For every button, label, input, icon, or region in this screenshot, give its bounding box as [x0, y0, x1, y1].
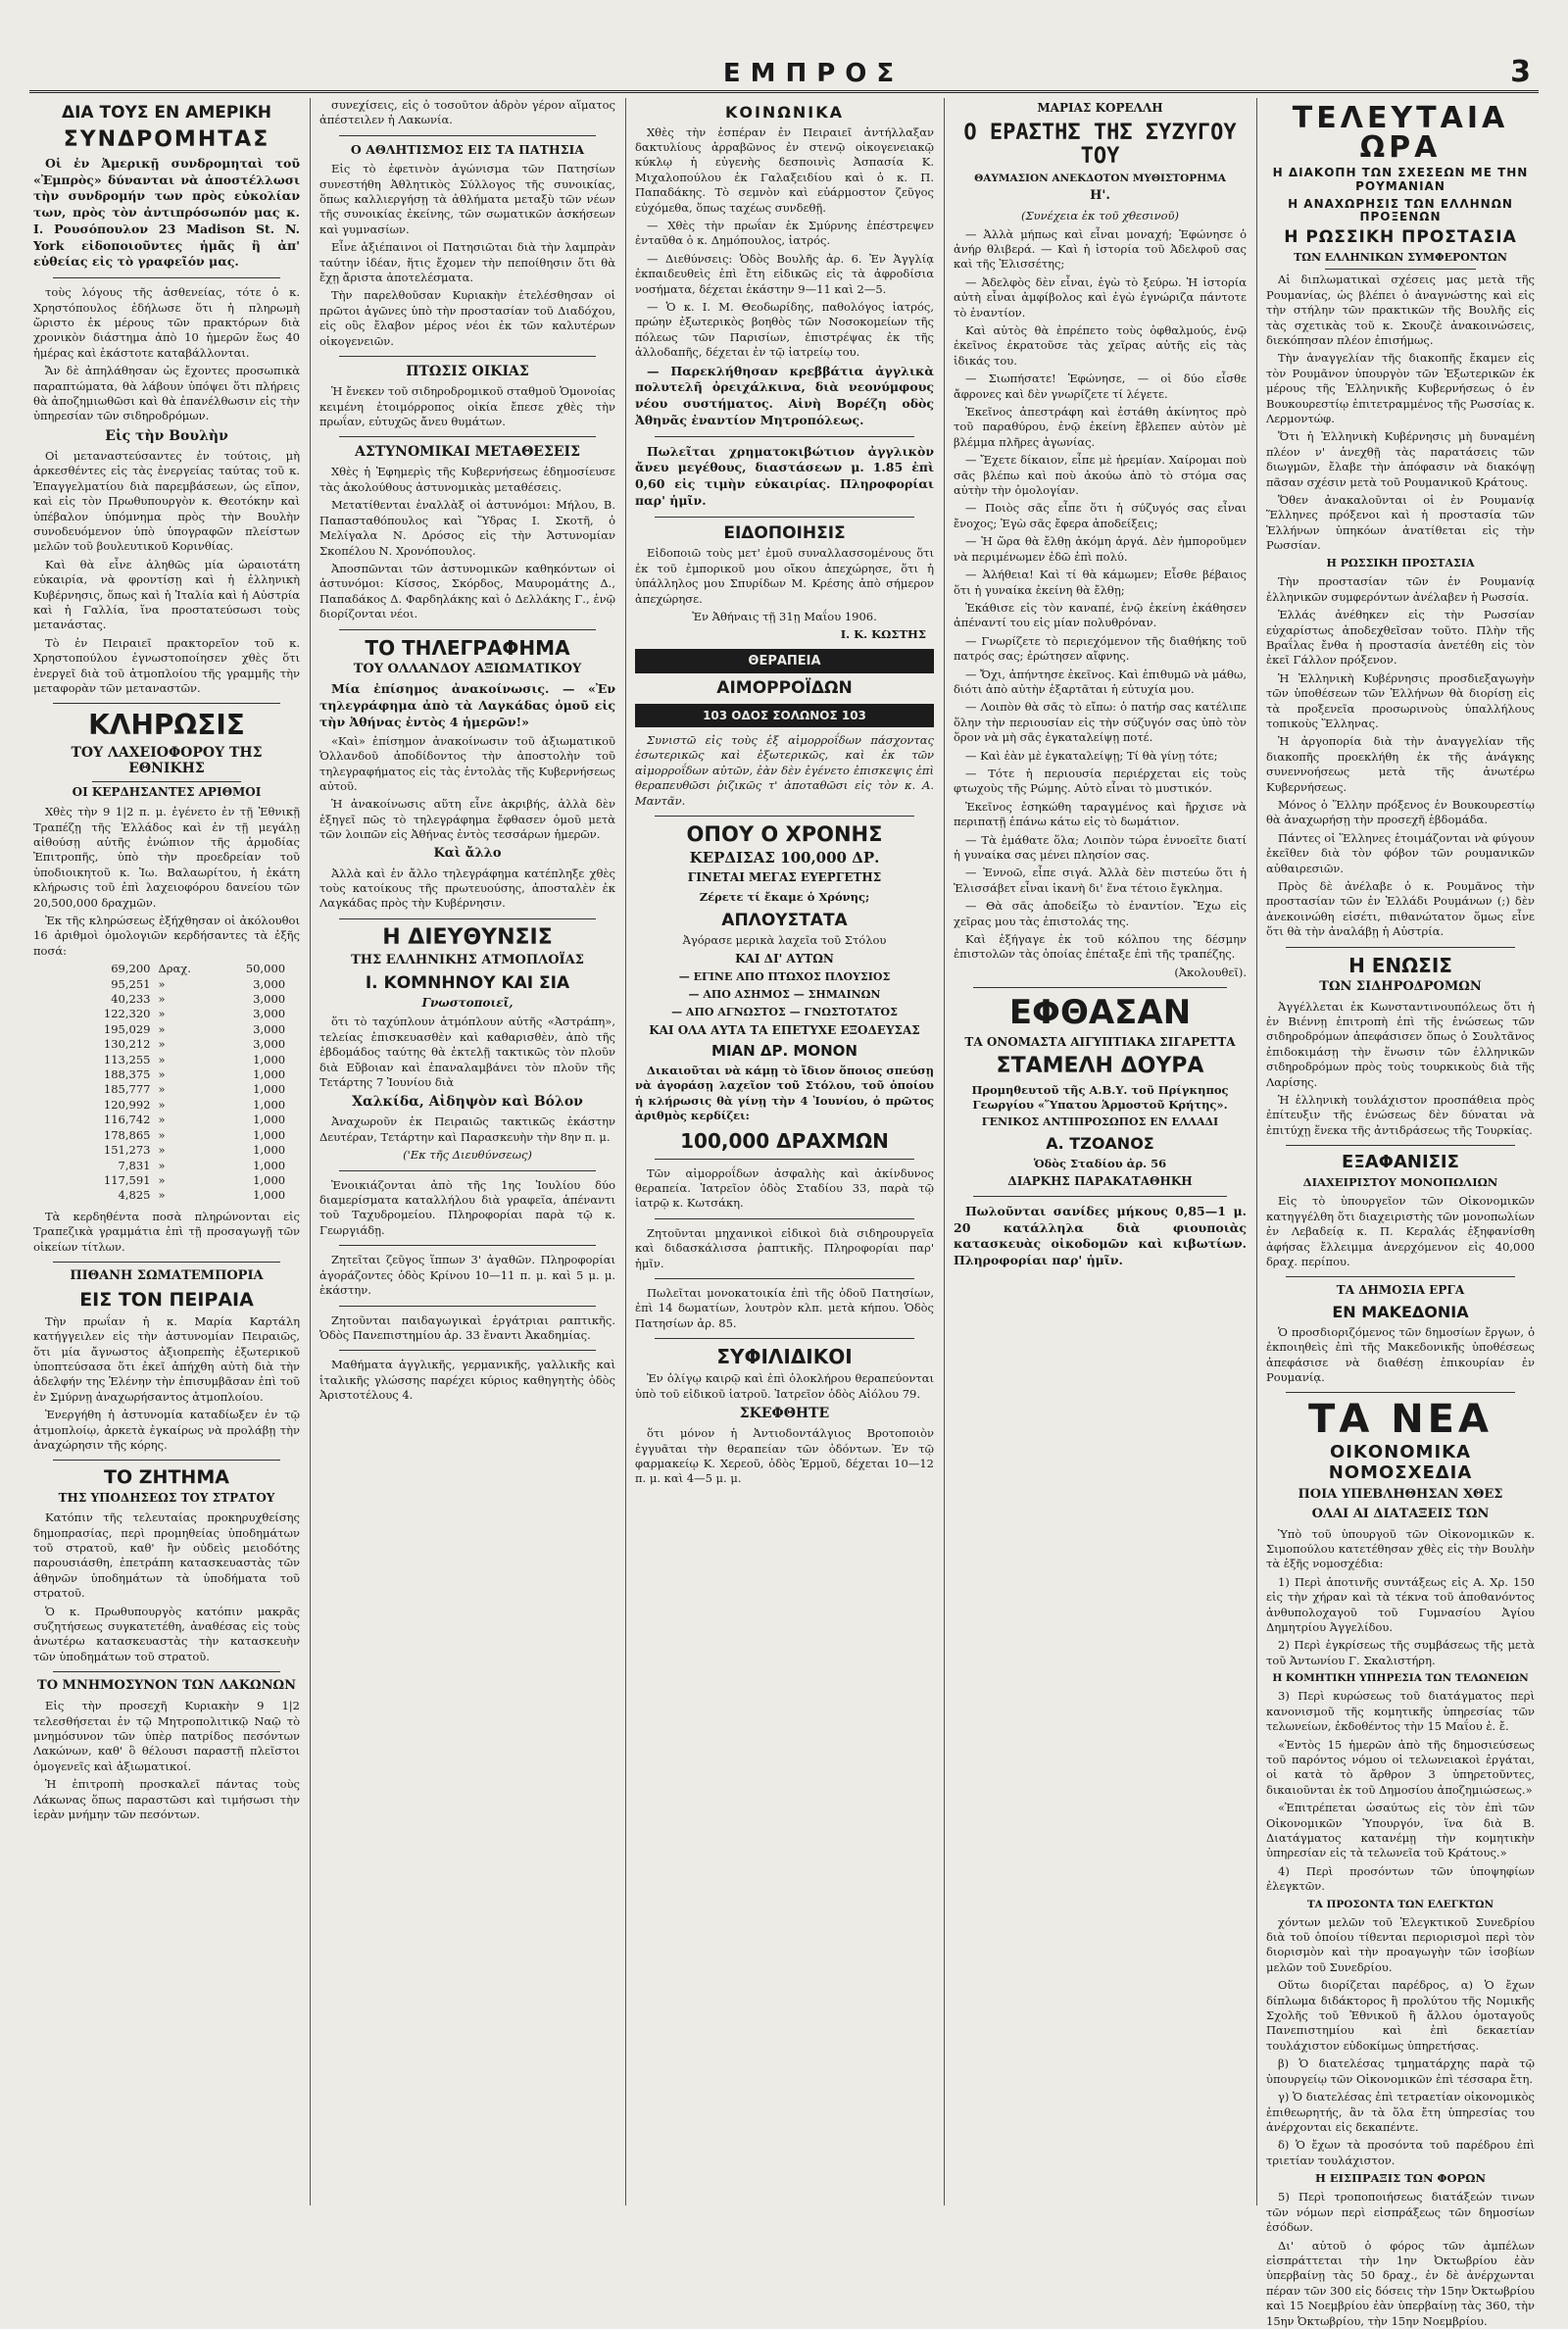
column-4: [954, 98, 1247, 2205]
prize-amount: 50,000: [245, 962, 286, 976]
article-paragraph: Ἀποσπῶνται τῶν ἀστυνομικῶν καθηκόντων οἱ ἀστυνόμοι: Κίσσος, Σκόρδος, Μαυρομάτης Δ., Παπαδάκος Δ. Φαρδηλάκης καὶ ὁ Δελλάκης Γ., ἐνῷ διορίζονται νέοι.: [319, 561, 615, 621]
separator: [973, 1196, 1227, 1197]
article-lead: Μία ἐπίσημος ἀνακοίνωσις. — «Ἐν τηλεγράφημα ἀπὸ τὰ Λαγκάδας ὁμοῦ εἰς τὴν Ἀθήνας ἐντὸς 4 ἡμερῶν!»: [319, 681, 615, 729]
table-row: 113,255 » 1,000: [44, 1053, 289, 1067]
separator: [655, 436, 914, 437]
serial-paragraph: — Καὶ ἐὰν μὲ ἐγκαταλείψῃ; Τί θὰ γίνῃ τότε;: [965, 748, 1218, 763]
ad-paragraph: Ζέρετε τί ἔκαμε ὁ Χρόνης;: [699, 890, 870, 905]
table-row: 7,831 » 1,000: [44, 1159, 289, 1173]
article-paragraph: Χθὲς τὴν ἑσπέραν ἐν Πειραιεῖ ἀντήλλαξαν δακτυλίους ἀρραβῶνος ἐν στενῷ οἰκογενειακῷ κύκλῳ ἡ εὐγενὴς δεσποινὶς Ἀσπασία Κ. Μιχαλοπούλου ἐκ Γαλαξειδίου καὶ ὁ κ. Π. Παπαδάκης. Τὸ σεμνὸν καὶ εὐάρμοστον ζεῦγος εὐχόμεθα, ὅπως ταχέως συνδεθῇ.: [635, 124, 934, 215]
article-paragraph: Ὅθεν ἀνακαλοῦνται οἱ ἐν Ρουμανίᾳ Ἕλληνες πρόξενοι καὶ ἡ προστασία τῶν Ἑλλήνων ὑπηκόων ἀνατίθεται εἰς τὴν Ρωσσίαν.: [1266, 493, 1535, 553]
table-row: 122,320 » 3,000: [44, 1007, 289, 1021]
serial-chapter: Η'.: [1090, 188, 1110, 204]
article-paragraph: τοὺς λόγους τῆς ἀσθενείας, τότε ὁ κ. Χρηστόπουλος ἐδήλωσε ὅτι ἡ πληρωμὴ ὥριστο ἐκ μέρους τῶν πρακτόρων διὰ χρονικὸν διάστημα ἀπὸ 10 ἡμερῶν ἕως 40 ἡμέρας καὶ ἑκάστοτε καταβάλλονται.: [33, 285, 300, 360]
ticket-number: 178,865: [103, 1127, 151, 1142]
article-paragraph: Κατόπιν τῆς τελευταίας προκηρυχθείσης δημοπρασίας, περὶ προμηθείας ὑποδημάτων τοῦ στρατοῦ, καθ' ἣν οὐδεὶς μειοδότης παρουσιάσθη, ἐπετράπη κατασκευαστὰς τῶν ἀθηνῶν ὑποδημάτων τὰ ὑποδήματα τοῦ στρατοῦ.: [33, 1511, 300, 1601]
article-paragraph: Τὴν ἀναγγελίαν τῆς διακοπῆς ἔκαμεν εἰς τὸν Ρουμᾶνον ὑπουργὸν τῶν Ἐξωτερικῶν ἐκ μέρους τῆς Ἑλληνικῆς Κυβερνήσεως ὁ ἐν Βουκουρεστίῳ ἐπιτετραμμένος τῆς Ρωσσίας κ. Λερμοντώφ.: [1266, 351, 1535, 426]
prize-amount: 1,000: [253, 1052, 286, 1066]
source-note: ('Εκ τῆς Διευθύνσεως): [403, 1148, 532, 1163]
article-paragraph: 2) Περὶ ἐγκρίσεως τῆς συμβάσεως τῆς μετὰ τοῦ Ἀντωνίου Γ. Σκαλιστήρη.: [1266, 1638, 1535, 1667]
section-title: Η ΕΙΣΠΡΑΞΙΣ ΤΩΝ ΦΟΡΩΝ: [1315, 2171, 1486, 2186]
article-paragraph: Εἶνε ἀξιέπαινοι οἱ Πατησιῶται διὰ τὴν λαμπρὰν ταύτην ἰδέαν, ἥτις ἔχομεν τὴν πεποίθησιν ὅτι θὰ ἔχῃ ἄριστα ἀποτελέσματα.: [319, 240, 615, 285]
article-paragraph: «Ἐπιτρέπεται ὡσαύτως εἰς τὸν ἐπὶ τῶν Οἰκονομικῶν Ὑπουργόν, ἵνα διὰ Β. Διατάγματος κατανέμῃ τὴν κομητικὴν ὑπηρεσίαν εἰς τὰ τελωνεῖα τοῦ Κράτους.»: [1266, 1801, 1535, 1860]
ad-paragraph: Δικαιοῦται νὰ κάμῃ τὸ ἴδιον ὅποιος σπεύσῃ νὰ ἀγοράσῃ λαχεῖον τοῦ Στόλου, τοῦ ὁποίου ἡ κλήρωσις θὰ γίνῃ τὴν 4 Ἰουνίου, ὁ πρῶτος ἀριθμὸς κερδίζει:: [635, 1063, 934, 1123]
ad-subtitle: ΚΑΙ ΔΙ' ΑΥΤΩΝ: [735, 951, 834, 966]
ad-title: ΕΦΘΑΣΑΝ: [1008, 993, 1192, 1033]
article-paragraph: Μόνος ὁ Ἕλλην πρόξενος ἐν Βουκουρεστίῳ θὰ ἀναχωρήσῃ τὴν προσεχῆ ἑβδομάδα.: [1266, 798, 1535, 827]
article-paragraph: «Ἐντὸς 15 ἡμερῶν ἀπὸ τῆς δημοσιεύσεως τοῦ παρόντος νόμου οἱ τελωνειακοὶ ἐργάται, οἱ κατὰ τὸ ἄρθρον 3 ὑπηρετοῦντες, δικαιοῦνται ἐκ τοῦ Δημοσίου ἀποζημιώσεως.»: [1266, 1737, 1535, 1797]
section-title: Εἰς τὴν Βουλὴν: [105, 427, 228, 444]
article-paragraph: Ἡ ἔνεκεν τοῦ σιδηροδρομικοῦ σταθμοῦ Ὁμονοίας κειμένη ἑτοιμόρροπος οἰκία ἔπεσε χθὲς τὴν πρωΐαν, εὐτυχῶς ἄνευ θυμάτων.: [319, 384, 615, 428]
page-number: 3: [1510, 55, 1531, 89]
serial-paragraph: — Ἀδελφὸς δὲν εἶναι, ἐγὼ τὸ ξεύρω. Ἡ ἱστορία αὐτὴ εἶναι ἀμφίβολος καὶ ἐγὼ ἐγνώριζα πάντοτε τὸ ἐναντίον.: [954, 274, 1247, 320]
ad-list-item: — ΑΠΟ ΑΣΗΜΟΣ — ΣΗΜΑΙΝΩΝ: [688, 988, 881, 1002]
article-paragraph: Τὸ ἐν Πειραιεῖ πρακτορεῖον τοῦ κ. Χρηστοπούλου ἐγνωστοποίησεν χθὲς ὅτι ἐνεργεῖ διὰ τοῦ ἀτμοπλοίου τῆς γραμμῆς τὴν μεταφορὰν τῶν μεταναστῶν.: [33, 635, 300, 695]
prize-amount: 1,000: [253, 1172, 286, 1187]
ad-banner: ΘΕΡΑΠΕΙΑ: [635, 649, 934, 673]
section-subtitle: ΤΑ ΠΡΟΣΟΝΤΑ ΤΩΝ ΕΛΕΓΚΤΩΝ: [1306, 1898, 1494, 1910]
column-rule: [1256, 98, 1257, 2205]
separator: [339, 629, 596, 630]
article-paragraph: — Χθὲς τὴν πρωΐαν ἐκ Σμύρνης ἐπέστρεψεν ἐνταῦθα ὁ κ. Δημόπουλος, ἰατρός.: [635, 219, 934, 248]
ad-title: ΑΙΜΟΡΡΟΪΔΩΝ: [716, 678, 853, 699]
section-subtitle: Ι. ΚΟΜΝΗΝΟΥ ΚΑΙ ΣΙΑ: [365, 972, 570, 993]
ad-paragraph: Ἀγόρασε μερικὰ λαχεῖα τοῦ Στόλου: [682, 933, 887, 948]
lottery-results-table: [44, 962, 289, 1204]
table-row: 95,251 » 3,000: [44, 977, 289, 992]
prize-amount: 3,000: [253, 1037, 286, 1052]
separator: [973, 987, 1227, 988]
table-row: 4,825 » 1,000: [44, 1188, 289, 1203]
separator: [53, 1671, 280, 1672]
ticket-number: 151,273: [103, 1143, 151, 1158]
serial-paragraph: — Σιωπήσατε! Ἐφώνησε, — οἱ δύο εἶσθε ἄφρονες καὶ δὲν γνωρίζετε τί λέγετε.: [954, 372, 1247, 401]
article-paragraph: Καὶ θὰ εἶνε ἀληθῶς μία ὡραιοτάτη εὐκαιρία, νὰ φροντίσῃ καὶ ἡ ἐλληνικὴ Κυβέρνησις, ὅπως καὶ ἡ Ἰταλία καὶ ἡ Αὐστρία καὶ ἡ Γαλλία, ἵνα προστατεύσωσι τοὺς μετανάστας.: [33, 557, 300, 632]
notice-date: Ἐν Ἀθήναις τῇ 31ῃ Μαΐου 1906.: [692, 610, 877, 623]
serial-paragraph: — Ἐννοῶ, εἶπε σιγά. Ἀλλὰ δὲν πιστεύω ὅτι ἡ Ἑλισσάβετ εἶναι ἱκανὴ δι' ἕνα τέτοιο ἔγκλημα.: [954, 866, 1247, 895]
ticket-number: 69,200: [111, 962, 151, 976]
ad-subtitle: ΚΑΙ ΟΛΑ ΑΥΤΑ ΤΑ ΕΠΕΤΥΧΕ ΕΞΟΔΕΥΣΑΣ: [649, 1022, 920, 1037]
article-paragraph: Ἡ ἐπιτροπὴ προσκαλεῖ πάντας τοὺς Λάκωνας ὅπως παραστῶσι καὶ τιμήσωσι τὴν ἱερὰν μνήμην τῶν πεσόντων.: [33, 1777, 300, 1821]
column-5: [1266, 98, 1535, 2328]
article-paragraph: Ἐνεργήθη ἡ ἀστυνομία καταδίωξεν ἐν τῷ ἀτμοπλοίῳ, ἀρκετὰ ἐγκαίρως νὰ προλάβῃ τὴν ἀναχώρησιν τῆς κόρης.: [33, 1408, 300, 1453]
ad-list-item: — ΕΓΙΝΕ ΑΠΟ ΠΤΩΧΟΣ ΠΛΟΥΣΙΟΣ: [678, 970, 891, 984]
underline: [1325, 269, 1476, 270]
section-subtitle: ΠΟΙΑ ΥΠΕΒΛΗΘΗΣΑΝ ΧΘΕΣ: [1298, 1486, 1503, 1502]
serial-paragraph: — Θὰ σᾶς ἀποδείξω τὸ ἐναντίον. Ἔχω εἰς χεῖρας μου τὰς ἐπιστολάς της.: [954, 899, 1247, 928]
underline: [92, 781, 241, 782]
prize-amount: 1,000: [253, 1067, 286, 1082]
classified-ad: Πωλεῖται μονοκατοικία ἐπὶ τῆς ὁδοῦ Πατησίων, ἐπὶ 14 δωματίων, λουτρὸν κλπ. μετὰ κήπου. Ὁδὸς Πατησίων ἀρ. 85.: [635, 1286, 934, 1330]
prize-amount: 3,000: [253, 992, 286, 1007]
article-paragraph: Οὕτω διορίζεται παρέδρος, α) Ὁ ἔχων δίπλωμα διδάκτορος ἢ προλύτου τῆς Νομικῆς Σχολῆς τοῦ Ἐθνικοῦ ἢ ἄλλου ὁμοταγοῦς Πανεπιστημίου καὶ ἐπὶ δεκαετίαν τουλάχιστον εὐδοκίμως ὑπηρετήσας.: [1266, 1978, 1535, 2053]
ad-title: ΟΠΟΥ Ο ΧΡΟΝΗΣ: [686, 822, 883, 847]
separator: [655, 1338, 914, 1339]
prize-amount: 1,000: [253, 1097, 286, 1112]
article-paragraph: 5) Περὶ τροποποιήσεως διατάξεών τινων τῶν νόμων περὶ εἰσπράξεως τῶν δημοσίων ἐσόδων.: [1266, 2190, 1535, 2235]
article-paragraph: Ἡ Ἑλληνικὴ Κυβέρνησις προσδιεξαγωγὴν τῶν ὑποθέσεων τῶν Ἑλλήνων θὰ διορίσῃ εἰς τὰ προξενεῖα προσωρινοὺς ὑπαλλήλους τοπικοὺς Ἕλληνας.: [1266, 670, 1535, 730]
section-title: ΑΣΤΥΝΟΜΙΚΑΙ ΜΕΤΑΘΕΣΕΙΣ: [355, 444, 580, 461]
serial-paragraph: — Τὰ ἐμάθατε ὅλα; Λοιπὸν τώρα ἐννοεῖτε διατί ἡ γυναίκα σας μένει πλησίον σας.: [954, 832, 1247, 863]
serial-continued: (Συνέχεια ἐκ τοῦ χθεσινοῦ): [1021, 209, 1179, 223]
article-paragraph: συνεχίσεις, εἰς ὁ τοσοῦτον ἁδρὸν γέρον αἵματος ἀπέστειλεν ἡ Λακωνία.: [319, 98, 615, 127]
separator: [339, 1306, 596, 1307]
column-3: [635, 98, 934, 2205]
serial-paragraph: — Ἀλήθεια! Καὶ τί θὰ κάμωμεν; Εἶσθε βέβαιος ὅτι ἡ γυναίκα ἐκείνη θὰ ἔλθῃ;: [954, 568, 1247, 597]
table-row: [44, 962, 289, 976]
ad-address: 103 ΟΔΟΣ ΣΟΛΩΝΟΣ 103: [635, 704, 934, 727]
section-title: ΤΑ ΔΗΜΟΣΙΑ ΕΡΓΑ: [1336, 1283, 1465, 1298]
serial-paragraph: Ἐκεῖνος ἐσηκώθη ταραγμένος καὶ ἤρχισε νὰ περιπατῇ ἐπάνω κάτω εἰς τὸ δωμάτιον.: [954, 799, 1247, 829]
serial-paragraph: — Ἔχετε δίκαιον, εἶπε μὲ ἠρεμίαν. Χαίρομαι ποὺ σᾶς βλέπω καὶ ποὺ ἀκούω ἀπὸ τὸ στόμα σας αὐτὴν τὴν ὁμολογίαν.: [954, 453, 1247, 498]
table-row: 188,375 » 1,000: [44, 1067, 289, 1082]
notice-signature: Ι. Κ. ΚΩΣΤΗΣ: [840, 627, 926, 642]
article-paragraph: χόντων μελῶν τοῦ Ἐλεγκτικοῦ Συνεδρίου διὰ τοῦ ὁποίου τίθενται περιορισμοὶ περὶ τὸν διορισμὸν καὶ τὴν προαγωγὴν τῶν ἰσοβίων μελῶν τοῦ Συνεδρίου.: [1266, 1914, 1535, 1974]
separator: [339, 135, 596, 136]
section-title: ΤΟ ΖΗΤΗΜΑ: [104, 1466, 229, 1489]
ticket-number: 130,212: [103, 1037, 151, 1052]
separator: [339, 1245, 596, 1246]
article-paragraph: Μετατίθενται ἐναλλὰξ οἱ ἀστυνόμοι: Μήλου, Β. Παπασταθόπουλος καὶ Ὕδρας Ι. Σκοτῆ, ὁ Μελίγαλα Ν. Δρόσος εἰς τὴν Ἀστυνομίαν Σκοπέλου Ν. Χρονόπουλος.: [319, 498, 615, 558]
ad-title: ΣΥΦΙΛΙΔΙΚΟΙ: [716, 1345, 853, 1369]
section-title: Ο ΑΘΛΗΤΙΣΜΟΣ ΕΙΣ ΤΑ ΠΑΤΗΣΙΑ: [350, 141, 585, 157]
table-row: 40,233 » 3,000: [44, 992, 289, 1007]
section-subtitle: ΤΟΥ ΟΛΛΑΝΔΟΥ ΑΞΙΩΜΑΤΙΚΟΥ: [353, 661, 582, 676]
article-paragraph: 4) Περὶ προσόντων τῶν ὑποψηφίων ἐλεγκτῶν.: [1266, 1863, 1535, 1894]
serial-paragraph: — Ὄχι, ἀπήντησε ἐκεῖνος. Καὶ ἐπιθυμῶ νὰ μάθω, διότι ἀπὸ αὐτὴν ἐξαρτᾶται ἡ εὐτυχία μου.: [954, 667, 1247, 696]
ad-subtitle: ΓΕΝΙΚΟΣ ΑΝΤΙΠΡΟΣΩΠΟΣ ΕΝ ΕΛΛΑΔΙ: [981, 1115, 1219, 1129]
article-paragraph: Ὁ προσδιοριζόμενος τῶν δημοσίων ἔργων, ὁ ἐκποιηθεὶς ἐπὶ τῆς Μακεδονικῆς ὑποθέσεως ἀπεφάσισε νὰ διαθέσῃ ἐπικουρίαν ἐν Ρουμανίᾳ.: [1266, 1324, 1535, 1384]
classified-ad: Τῶν αἱμορροΐδων ἀσφαλὴς καὶ ἀκίνδυνος θεραπεία. Ἰατρεῖον ὁδὸς Σταδίου 33, παρὰ τῷ ἰατρῷ κ. Κωτσάκη.: [635, 1165, 934, 1211]
section-subtitle: ΟΙ ΚΕΡΔΗΣΑΝΤΕΣ ΑΡΙΘΜΟΙ: [72, 785, 262, 800]
serial-author: ΜΑΡΙΑΣ ΚΟΡΕΛΛΗ: [1037, 101, 1163, 115]
ticket-number: 122,320: [103, 1007, 151, 1021]
article-paragraph: Τὴν παρελθοῦσαν Κυριακὴν ἐτελέσθησαν οἱ πρῶτοι ἀγῶνες ὑπὸ τὴν προστασίαν τοῦ Διαδόχου, εἰς οὓς ἔλαβον μέρος νέοι ἐκ τῶν καλυτέρων οἰκογενειῶν.: [319, 288, 615, 348]
article-paragraph: Ἀλλὰ καὶ ἐν ἄλλο τηλεγράφημα κατέπληξε χθὲς τοὺς κατοίκους τῆς πρωτευούσης, ἀποσταλὲν ἐκ Λαγκάδας πρὸς τὴν Κυβέρνησιν.: [319, 866, 615, 911]
column-2: [319, 98, 615, 2205]
classified-ad: Μαθήματα ἀγγλικῆς, γερμανικῆς, γαλλικῆς καὶ ἰταλικῆς γλώσσης παρέχει κύριος καθηγητὴς ὁδὸς Ἀριστοτέλους 4.: [319, 1358, 615, 1403]
main-subheadline: Η ΔΙΑΚΟΠΗ ΤΩΝ ΣΧΕΣΕΩΝ ΜΕ ΤΗΝ ΡΟΥΜΑΝΙΑΝ: [1272, 166, 1529, 193]
ticket-number: 7,831: [118, 1158, 151, 1172]
separator: [53, 703, 280, 704]
ad-subtitle: ΤΑ ΟΝΟΜΑΣΤΑ ΑΙΓΥΠΤΙΑΚΑ ΣΙΓΑΡΕΤΤΑ: [964, 1034, 1236, 1049]
article-paragraph: Ἡ ἀργοπορία διὰ τὴν ἀναγγελίαν τῆς διακοπῆς προεκλήθη ἐκ τῆς ἀνάγκης συνεννοήσεως μετὰ τῆς ἀνωτέρω Κυβερνήσεως.: [1266, 734, 1535, 794]
prize-amount: 3,000: [253, 1021, 286, 1036]
article-paragraph: Αἱ διπλωματικαὶ σχέσεις μας μετὰ τῆς Ρουμανίας, ὡς βλέπει ὁ ἀναγνώστης καὶ εἰς τὴν στήλην τῶν πρακτικῶν τῆς Βουλῆς εἰς τὰς σχετικὰς τοῦ κ. Σκουζὲ ἀνακοινώσεις, διεκόπησαν πλέον ἐπισήμως.: [1266, 273, 1535, 347]
ticket-number: 40,233: [111, 992, 151, 1007]
serial-paragraph: — Ποιὸς σᾶς εἶπε ὅτι ἡ σύζυγός σας εἶναι ἔνοχος; Ἐγὼ σᾶς ἔφερα ἀποδείξεις;: [954, 501, 1247, 530]
serial-paragraph: Καὶ αὐτὸς θὰ ἐπρέπετο τοὺς ὀφθαλμούς, ἐνῷ ἐκεῖνος ἐκρατοῦσε τὰς χεῖρας αὐτῆς εἰς τὰς ἰδικάς του.: [954, 323, 1247, 368]
article-paragraph: Ἀγγέλλεται ἐκ Κωνσταντινουπόλεως ὅτι ἡ ἐν Βιέννῃ ἐπιτροπὴ ἐπὶ τῆς ἑνώσεως τῶν σιδηροδρόμων ἀπεφάσισεν ὅπως ὁ Σουλτᾶνος ἐπιδοκιμάσῃ τὴν ἕνωσιν τῶν ἑλληνικῶν σιδηροδρόμων πρὸς τοὺς τουρκικοὺς διὰ τῆς Λαρίσης.: [1266, 999, 1535, 1089]
article-paragraph: Εἰδοποιῶ τοὺς μετ' ἐμοῦ συναλλασσομένους ὅτι ἐκ τοῦ ἐμπορικοῦ μου οἴκου ἀπεχώρησε, ὅτι ἡ ὑπάλληλος μου Σπυρίδων Μ. Κρέσης ἀπὸ σήμερον ἀπεχώρησε.: [635, 546, 934, 606]
section-subtitle: ΤΗΣ ΥΠΟΔΗΣΕΩΣ ΤΟΥ ΣΤΡΑΤΟΥ: [58, 1491, 275, 1506]
ad-agent-name: Α. ΤΖΟΑΝΟΣ: [1046, 1134, 1154, 1154]
table-row: 116,742 » 1,000: [44, 1113, 289, 1127]
classified-ad: Ἐνοικιάζονται ἀπὸ τῆς 1ης Ἰουλίου δύο διαμερίσματα καταλλήλου διὰ γραφεῖα, ἀπέναντι τοῦ Ταχυδρομείου. Πληροφορίαι παρὰ τῷ κ. Γεωργιάδῃ.: [319, 1177, 615, 1237]
article-paragraph: Τὴν πρωΐαν ἡ κ. Μαρία Καρτάλη κατήγγειλεν εἰς τὴν ἀστυνομίαν Πειραιῶς, ὅτι μία ἄγνωστος ἀξιοπρεπὴς ἐξωτερικοῦ ὑποπτεύσασα ὅτι ἐκεῖ ἀπήχθη αὐτὴ διὰ τὴν ἀδελφήν της Ἑλένην τὴν ἐπισυμβᾶσαν ἐπὶ τοῦ ἐν Σμύρνῃ ἀναχωρήσαντος ἀτμοπλοίου.: [33, 1313, 300, 1404]
section-subtitle: ΤΩΝ ΣΙΔΗΡΟΔΡΟΜΩΝ: [1319, 978, 1482, 994]
section-title: ΤΑ ΝΕΑ: [1308, 1397, 1493, 1443]
ticket-number: 185,777: [103, 1082, 151, 1097]
article-paragraph: Ἐκ τῆς κληρώσεως ἐξήχθησαν οἱ ἀκόλουθοι 16 ἀριθμοὶ ὁμολογιῶν κερδήσαντες τὰ ἐξῆς ποσά:: [33, 914, 300, 958]
section-subtitle: ΤΗΣ ΕΛΛΗΝΙΚΗΣ ΑΤΜΟΠΛΟΪΑΣ: [351, 952, 584, 967]
section-subtitle: ΕΙΣ ΤΟΝ ΠΕΙΡΑΙΑ: [79, 1288, 254, 1311]
separator: [53, 1460, 280, 1461]
separator: [1286, 1145, 1515, 1146]
column-rule: [310, 98, 311, 2205]
section-title: ΕΞΑΦΑΝΙΣΙΣ: [1342, 1152, 1459, 1173]
prize-amount: 1,000: [253, 1158, 286, 1172]
section-title: Η ΕΝΩΣΙΣ: [1348, 953, 1452, 977]
table-row: 195,029 » 3,000: [44, 1022, 289, 1037]
article-paragraph: Ἄν δὲ ἀπηλάθησαν ὡς ἔχοντες προσωπικὰ παραπτώματα, θὰ λάβουν ὑπόψει ὅτι πλήρεις θὰ ἀποζημιωθῶσι καὶ θὰ ἐπανέλθωσιν εἰς τὴν ὑπηρεσίαν τῶν σιδηροδρόμων.: [33, 364, 300, 423]
table-row: 120,992 » 1,000: [44, 1098, 289, 1113]
table-row: 151,273 » 1,000: [44, 1143, 289, 1158]
serial-paragraph: — Γνωρίζετε τὸ περιεχόμενον τῆς διαθήκης τοῦ πατρός σας; ἐρώτησεν αἴφνης.: [954, 633, 1247, 664]
section-subtitle: ΔΙΑΧΕΙΡΙΣΤΟΥ ΜΟΝΟΠΩΛΙΩΝ: [1302, 1175, 1498, 1190]
classified-ad: Πωλοῦνται σανίδες μήκους 0,85—1 μ. 20 κατάλληλα διὰ φιουποιὰς κατασκευὰς οἰκοδομῶν καὶ κιβωτίων. Πληροφορίαι παρ' ἡμῖν.: [954, 1203, 1247, 1268]
main-subheadline: ΤΩΝ ΕΛΛΗΝΙΚΩΝ ΣΥΜΦΕΡΟΝΤΩΝ: [1294, 250, 1507, 264]
article-paragraph: Εἰς τὸ ὑπουργεῖον τῶν Οἰκονομικῶν κατηγγέλθη ὅτι διαχειριστὴς τῶν μονοπωλίων ἐν Λεβαδείᾳ κ. Π. Κεραλάς ἐξηφανίσθη ἀφήσας ἔλλειμμα ἀνερχόμενον εἰς 40,000 δραχ. περίπου.: [1266, 1194, 1535, 1268]
ad-prize: 100,000 ΔΡΑΧΜΩΝ: [680, 1128, 889, 1153]
article-paragraph: Πρὸς δὲ ἀνέλαβε ὁ κ. Ρουμᾶνος τὴν προστασίαν τῶν ἐν Ἑλλάδι Ρουμάνων (;) δὲν ἀνεκοινώθη εἰσέτι, πιθανώτατον ὅμως εἶνε ὅτι θὰ τὴν ἀναλάβῃ ἡ Αὐστρία.: [1266, 879, 1535, 939]
ad-subtitle: ΣΚΕΦΘΗΤΕ: [739, 1406, 830, 1422]
article-lead: Οἱ ἐν Ἀμερικῇ συνδρομηταὶ τοῦ «Ἐμπρὸς» δύνανται νὰ ἀποστέλλωσι τὴν συνδρομήν των πρὸς εὐκολίαν των, πρὸς τὸν ἀντιπρόσωπόν μας κ. Ι. Ρουσόπουλον 23 Madison St. N. York εἰδοποιοῦντες ἡμᾶς ἢ ἀπ' εὐθείας εἰς τὸ γραφεῖόν μας.: [33, 155, 300, 270]
article-paragraph: 3) Περὶ κυρώσεως τοῦ διατάγματος περὶ κανονισμοῦ τῆς κομητικῆς ὑπηρεσίας τῶν τελωνείων, ἐκδοθέντος τὴν 15 Μαΐου ἐ. ἔ.: [1266, 1689, 1535, 1734]
section-subtitle: ΕΝ ΜΑΚΕΔΟΝΙΑ: [1332, 1303, 1469, 1322]
currency-label: Δραχ.: [158, 962, 191, 976]
table-row: 178,865 » 1,000: [44, 1128, 289, 1143]
article-paragraph: Τὰ κερδηθέντα ποσὰ πληρώνονται εἰς Τραπεζικὰ γραμμάτια ἐπὶ τῇ προσαγωγῇ τῶν οἰκείων τίτλων.: [33, 1209, 300, 1254]
serial-paragraph: Ἐκάθισε εἰς τὸν καναπέ, ἐνῷ ἐκείνη ἐκάθησεν ἀπέναντί του εἰς μίαν πολυθρόναν.: [954, 600, 1247, 630]
classified-ad: Πωλεῖται χρηματοκιβώτιον ἀγγλικὸν ἄνευ μεγέθους, διαστάσεων μ. 1.85 ἐπὶ 0,60 εἰς τιμὴν εὐκαιρίας. Πληροφορίαι παρ' ἡμῖν.: [635, 443, 934, 508]
article-paragraph: Δι' αὐτοῦ ὁ φόρος τῶν ἀμπέλων εἰσπράττεται τὴν 1ην Ὀκτωβρίου ἐὰν ὑπερβαίνῃ τὰς 50 δραχ., ἐν δὲ ἀνέρχωνται πέραν τῶν 300 εἰς δόσεις τὴν 15ην Ὀκτωβρίου καὶ 15 Νοεμβρίου ἐὰν ὑπερβαίνῃ τὰς 360, τὴν 15ην Ὀκτωβρίου, τὴν 15ην Νοεμβρίου.: [1266, 2238, 1535, 2328]
section-subtitle: Γνωστοποιεῖ,: [421, 995, 514, 1010]
section-title: ΔΙΑ ΤΟΥΣ ΕΝ ΑΜΕΡΙΚΗ: [61, 103, 272, 123]
separator: [655, 1218, 914, 1219]
section-title: ΚΛΗΡΩΣΙΣ: [88, 709, 245, 742]
separator: [53, 277, 280, 278]
serial-paragraph: — Ἡ ὥρα θὰ ἔλθῃ ἀκόμη ἀργά. Δὲν ἠμποροῦμεν νὰ περιμένωμεν ἐδῶ ἐπὶ πολύ.: [954, 534, 1247, 564]
article-paragraph: Ὁ κ. Πρωθυπουργὸς κατόπιν μακρᾶς συζητήσεως συγκατετέθη, ἀναθέσας εἰς τοὺς ἀνωτέρω κατασκευαστὰς τὴν κατασκευὴν τῶν ὑποδημάτων τοῦ στρατοῦ.: [33, 1604, 300, 1663]
article-paragraph: Ἡ ἀνακοίνωσις αὕτη εἶνε ἀκριβής, ἀλλὰ δὲν ἐξηγεῖ πῶς τὸ τηλεγράφημα ἔφθασεν ὁμοῦ μετὰ τῶν λοιπῶν εἰς Ἀθήνας ἐντὸς τεσσάρων ἡμερῶν.: [319, 797, 615, 842]
article-paragraph: Τὴν προστασίαν τῶν ἐν Ρουμανίᾳ ἑλληνικῶν συμφερόντων ἀνέλαβεν ἡ Ρωσσία.: [1266, 574, 1535, 604]
column-rule: [625, 98, 626, 2205]
article-paragraph: Πάντες οἱ Ἕλληνες ἑτοιμάζονται νὰ φύγουν ἐκεῖθεν διὰ τὸν φόβον τῶν ρουμανικῶν αὐθαιρεσιῶν.: [1266, 830, 1535, 875]
ticket-number: 188,375: [103, 1067, 151, 1082]
ad-subtitle: ΓΙΝΕΤΑΙ ΜΕΓΑΣ ΕΥΕΡΓΕΤΗΣ: [687, 870, 882, 885]
prize-amount: 3,000: [253, 1007, 286, 1021]
article-paragraph: — Διεθύνσεις: Ὁδὸς Βουλῆς ἀρ. 6. Ἐν Ἀγγλίᾳ ἐκπαιδευθεὶς ἐπὶ ἔτη εἰδικῶς εἰς τὰ ἀφροδίσια νοσήματα, δέχεται ἑκάστην 9—11 καὶ 2—5.: [635, 251, 934, 296]
section-title: ΠΤΩΣΙΣ ΟΙΚΙΑΣ: [406, 364, 529, 380]
section-subtitle: Η ΡΩΣΣΙΚΗ ΠΡΟΣΤΑΣΙΑ: [1326, 556, 1475, 570]
section-subtitle: ΟΛΑΙ ΑΙ ΔΙΑΤΑΞΕΙΣ ΤΩΝ: [1311, 1506, 1490, 1521]
article-paragraph: Εἰς τὴν προσεχῆ Κυριακὴν 9 1|2 τελεσθήσεται ἐν τῷ Μητροπολιτικῷ Ναῷ τὸ μνημόσυνον τῶν ὑπὲρ πατρίδος πεσόντων Λακώνων, καθ' ὃ θέλουσι παραστῇ πλεῖστοι ὁμογενεῖς καὶ ἀξιωματικοί.: [33, 1699, 300, 1773]
section-title: ΤΟ ΜΝΗΜΟΣΥΝΟΝ ΤΩΝ ΛΑΚΩΝΩΝ: [37, 1678, 296, 1694]
ports-line: Χαλκίδα, Αἰδηψὸν καὶ Βόλον: [352, 1094, 583, 1111]
section-subtitle: ΣΥΝΔΡΟΜΗΤΑΣ: [63, 126, 270, 152]
article-paragraph: Ἑλλάς ἀνέθηκεν εἰς τὴν Ρωσσίαν εὐχαρίστως ἀποδεχθεῖσαν τοῦτο. Πλὴν τῆς Βραΐλας ἔνθα ἡ προστασία ἀνετέθη εἰς τὸν ἐκεῖ Γάλλον πρόξενον.: [1266, 608, 1535, 668]
article-lead: — Παρεκλήθησαν κρεββάτια ἀγγλικὰ πολυτελῆ ὀρειχάλκινα, διὰ νεονύμφους νέου συστήματος. Αἰνὴ Βορέζη οδὸς Ἀθηνᾶς ἐναντίον Μητροπόλεως.: [635, 363, 934, 427]
serial-to-be-continued: (Ἀκολουθεῖ).: [1174, 965, 1247, 979]
masthead: [29, 55, 1539, 93]
article-paragraph: — Ὁ κ. Ι. Μ. Θεοδωρίδης, παθολόγος ἰατρός, πρώην ἐξωτερικὸς βοηθὸς τῶν Νοσοκομείων τῆς πόλεως τῶν Παρισίων, ἐπιστρέψας ἐκ τῆς ἀλλοδαπῆς, δέχεται ἐν τῷ ἰατρείῳ του.: [635, 300, 934, 360]
main-subheadline: Η ΑΝΑΧΩΡΗΣΙΣ ΤΩΝ ΕΛΛΗΝΩΝ ΠΡΟΞΕΝΩΝ: [1288, 196, 1513, 224]
prize-amount: 1,000: [253, 1113, 286, 1127]
table-row: 185,777 » 1,000: [44, 1082, 289, 1097]
table-row: 117,591 » 1,000: [44, 1173, 289, 1188]
section-title: ΕΙΔΟΠΟΙΗΣΙΣ: [723, 522, 846, 543]
article-paragraph: Ἡ ἑλληνικὴ τουλάχιστον προσπάθεια πρὸς ἐπίτευξιν τῆς ἑνώσεως δὲν δύναται νὰ ἐπιτύχῃ ἕνεκα τῆς ἀντιδράσεως τῆς Τουρκίας.: [1266, 1093, 1535, 1137]
article-paragraph: ὅτι τὸ ταχύπλουν ἀτμόπλουν αὐτῆς «Ἀστράπη», τελείας ἐπισκευασθὲν καὶ καθαρισθὲν, ἀπὸ τῆς ἑβδομάδος ταύτης θὰ ἐκτελῇ τακτικῶς τὸν πλοῦν διὰ Εὔβοιαν καὶ ἐπαναλαμβάνει τὸν πλοῦν τῆς Τετάρτης 7 Ἰουνίου διὰ: [319, 1015, 615, 1089]
ad-subtitle: ΔΙΑΡΚΗΣ ΠΑΡΑΚΑΤΑΘΗΚΗ: [1007, 1174, 1193, 1189]
article-paragraph: β) Ὁ διατελέσας τμηματάρχης παρὰ τῷ ὑπουργείῳ τῶν Οἰκονομικῶν ἐπὶ τέσσαρα ἔτη.: [1266, 2056, 1535, 2086]
section-title: ΠΙΘΑΝΗ ΣΩΜΑΤΕΜΠΟΡΙΑ: [70, 1267, 264, 1283]
classified-ad: Ζητοῦνται παιδαγωγικαὶ ἐργάτριαι ραπτικῆς. Ὁδὸς Πανεπιστημίου ἀρ. 33 ἔναντι Ἀκαδημίας.: [319, 1313, 615, 1342]
ticket-number: 120,992: [103, 1097, 151, 1112]
separator: [1286, 1392, 1515, 1393]
ad-subtitle: ΚΕΡΔΙΣΑΣ 100,000 ΔΡ.: [689, 849, 880, 867]
prize-amount: 1,000: [253, 1188, 286, 1203]
separator: [655, 1159, 914, 1160]
section-subtitle: Η ΚΟΜΗΤΙΚΗ ΥΠΗΡΕΣΙΑ ΤΩΝ ΤΕΛΩΝΕΙΩΝ: [1272, 1672, 1529, 1685]
ad-subtitle: ΜΙΑΝ ΔΡ. ΜΟΝΟΝ: [711, 1042, 858, 1061]
main-headline: ΤΕΛΕΥΤΑΙΑ ΩΡΑ: [1292, 101, 1509, 165]
article-paragraph: Ἀναχωροῦν ἐκ Πειραιῶς τακτικῶς ἑκάστην Δευτέραν, Τετάρτην καὶ Παρασκευὴν τὴν 8ην π. μ.: [319, 1115, 615, 1144]
ad-brand: ΣΤΑΜΕΛΗ ΔΟΥΡΑ: [996, 1054, 1204, 1079]
article-paragraph: Ὅτι ἡ Ἑλληνικὴ Κυβέρνησις μὴ δυναμένη πλέον ν' ἀνεχθῇ τὰς παρατάσεις τῶν διωγμῶν, ἔλαβε τὴν ἀπόφασιν νὰ διακόψῃ πᾶσαν σχέσιν μετὰ τοῦ Ρουμανικοῦ Κράτους.: [1266, 429, 1535, 489]
section-subtitle: ΟΙΚΟΝΟΜΙΚΑ ΝΟΜΟΣΧΕΔΙΑ: [1328, 1442, 1473, 1484]
classified-ad: Ζητοῦνται μηχανικοὶ εἰδικοὶ διὰ σιδηρουργεῖα καὶ διδασκάλισσα ῥαπτικῆς. Πληροφορίαι παρ' ἡμῖν.: [635, 1225, 934, 1270]
separator: [339, 1350, 596, 1351]
section-subtitle: Καὶ ἄλλο: [433, 845, 502, 861]
separator: [339, 436, 596, 437]
section-title: Η ΔΙΕΥΘΥΝΣΙΣ: [382, 924, 553, 950]
serial-paragraph: — Τότε ἡ περιουσία περιέρχεται εἰς τοὺς φτωχοὺς τῆς Ρώμης. Αὐτὸ εἶναι τὸ μυστικόν.: [954, 766, 1247, 796]
section-title: ΤΟ ΤΗΛΕΓΡΑΦΗΜΑ: [365, 635, 570, 660]
article-paragraph: γ) Ὁ διατελέσας ἐπὶ τετραετίαν οἰκονομικὸς ἐπιθεωρητής, ἂν τὰ ὅλα ἔτη ὑπηρεσίας του ἀνέρχονται εἰς δεκαπέντε.: [1266, 2090, 1535, 2134]
ticket-number: 117,591: [103, 1172, 151, 1187]
prize-amount: 1,000: [253, 1143, 286, 1158]
serial-paragraph: Καὶ ἐξήγαγε ἐκ τοῦ κόλπου της δέσμην ἐπιστολῶν τὰς ὁποίας ἐπέταξε ἐπὶ τῆς τραπέζης.: [954, 932, 1247, 962]
separator: [339, 1170, 596, 1171]
ad-paragraph: Προμηθευτοῦ τῆς Α.Β.Υ. τοῦ Πρίγκηπος Γεωργίου «Ὕπατου Ἁρμοστοῦ Κρήτης».: [971, 1082, 1229, 1113]
column-rule: [944, 98, 945, 2205]
separator: [655, 1278, 914, 1279]
prize-amount: 3,000: [253, 976, 286, 991]
classified-ad: Ζητεῖται ζεῦγος ἵππων 3' ἀγαθῶν. Πληροφορίαι ἀγοράζοντες ὁδὸς Κρίνου 10—11 π. μ. καὶ 5 μ. μ. ἑκάστην.: [319, 1253, 615, 1298]
separator: [1286, 947, 1515, 948]
serial-paragraph: — Ἀλλὰ μήπως καὶ εἶναι μοναχή; Ἐφώνησε ὁ ἀνήρ θλιβερά. — Καὶ ἡ ἱστορία τοῦ Ἀδελφοῦ σας καὶ τῆς Ἐλισσέτης;: [954, 226, 1247, 272]
column-1: [33, 98, 300, 2205]
section-title: ΚΟΙΝΩΝΙΚΑ: [724, 103, 845, 122]
serial-paragraph: Ἐκεῖνος ἀπεστράφη καὶ ἐστάθη ἀκίνητος πρὸ τοῦ παραθύρου, ἐνῷ ἐκείνη ἔβλεπεν αὐτὸν μὲ βλέμμα πλῆρες ἀγωνίας.: [954, 405, 1247, 449]
ad-address: Ὁδὸς Σταδίου ἀρ. 56: [1033, 1156, 1167, 1170]
prize-amount: 1,000: [253, 1127, 286, 1142]
article-paragraph: δ) Ὁ ἔχων τὰ προσόντα τοῦ παρέδρου ἐπὶ τριετίαν τουλάχιστον.: [1266, 2138, 1535, 2167]
separator: [339, 918, 596, 919]
ticket-number: 113,255: [103, 1052, 151, 1066]
article-paragraph: Ὑπὸ τοῦ ὑπουργοῦ τῶν Οἰκονομικῶν κ. Σιμοπούλου κατετέθησαν χθὲς εἰς τὴν Βουλὴν τὰ ἑξῆς νομοσχέδια:: [1266, 1526, 1535, 1571]
prize-amount: 1,000: [253, 1082, 286, 1097]
ticket-number: 116,742: [103, 1113, 151, 1127]
article-paragraph: Οἱ μεταναστεύσαντες ἐν τούτοις, μὴ ἀρκεσθέντες εἰς τὰς ἐνεργείας ταύτας τοῦ κ. Ἐπαγγελματίου διὰ παρεμβάσεων, ὡς εἴπον, καὶ εἰς τὸν Πρωθυπουργὸν κ. Θεοτόκην καὶ ὑπέβαλον ὑπόμνημα πρὸς τὴν Βουλὴν συνοδευόμενον ὑπὸ ὑπογραφῶν πλείστων μελῶν τοῦ βουλευτικοῦ Κορινθίας.: [33, 448, 300, 554]
serial-subtitle: ΘΑΥΜΑΣΙΟΝ ΑΝΕΚΔΟΤΟΝ ΜΥΘΙΣΤΟΡΗΜΑ: [974, 173, 1226, 185]
article-paragraph: Χθὲς ἡ Ἐφημερὶς τῆς Κυβερνήσεως ἐδημοσίευσε τὰς ἀκολούθους ἀστυνομικὰς μεταθέσεις.: [319, 465, 615, 494]
separator: [53, 1262, 280, 1263]
separator: [655, 517, 914, 518]
separator: [339, 356, 596, 357]
ad-paragraph: Συνιστῶ εἰς τοὺς ἐξ αἱμορροΐδων πάσχοντας ἐσωτερικῶς καὶ ἐξωτερικῶς, καὶ ἐκ τῶν αἱμορροΐδων αὐτῶν, ἐὰν δὲν ἐγένετο ἐπισκεψις ἐπὶ θεραπευθῶσι ῥιζικῶς τ' ἀποταθῶσι εἰς τὸν κ. Α. Μαντᾶν.: [635, 732, 934, 808]
ad-paragraph: ὅτι μόνον ἡ Ἀντιοδοντάλγιος Βροτοποιὸν ἐγγυᾶται τὴν θεραπείαν τῶν ὀδόντων. Ἐν τῷ φαρμακείῳ Κ. Χερεοῦ, ὁδὸς Ἑρμοῦ, δέχεται 10—12 π. μ. καὶ 4—5 μ. μ.: [635, 1426, 934, 1486]
article-paragraph: Εἰς τὸ ἐφετινὸν ἀγώνισμα τῶν Πατησίων συνεστήθη Ἀθλητικὸς Σύλλογος τῆς συνοικίας, ὅπως καλλιεργήσῃ τὰ ἀθλήματα μεταξὺ τῶν νέων τῆς συνοικίας ἐκείνης, τῶν σωματικῶν ἀσκήσεων καὶ γυμνασίων.: [319, 162, 615, 236]
article-paragraph: «Καὶ» ἐπίσημον ἀνακοίνωσιν τοῦ ἀξιωματικοῦ Ὁλλανδοῦ ἀποδίδοντος τὴν ἀποστολὴν τοῦ τηλεγραφήματος εἰς τὰς ἐντολὰς τῆς Κυβερνήσεως αὐτοῦ.: [319, 733, 615, 793]
article-paragraph: Χθὲς τὴν 9 1|2 π. μ. ἐγένετο ἐν τῇ Ἐθνικῇ Τραπέζῃ τῆς Ἑλλάδος καὶ ἐν τῇ μεγάλῃ αἰθούσῃ αὐτῆς ἐνώπιον τῆς ἁρμοδίας Ἐπιτροπῆς, ὑπὸ τὴν προεδρείαν τοῦ ὑποδιοικητοῦ κ. Ἰω. Βαλαωρίτου, ἡ ἑκάτη κλήρωσις τοῦ ἐπὶ λαχειοφόρου δανείου τῶν 20,500,000 δραχμῶν.: [33, 805, 300, 910]
ad-subtitle: ΑΠΛΟΥΣΤΑΤΑ: [721, 910, 848, 930]
section-subtitle: ΤΟΥ ΛΑΧΕΙΟΦΟΡΟΥ ΤΗΣ ΕΘΝΙΚΗΣ: [71, 745, 263, 777]
separator: [655, 816, 914, 817]
ticket-number: 95,251: [111, 976, 151, 991]
main-subheadline: Η ΡΩΣΣΙΚΗ ΠΡΟΣΤΑΣΙΑ: [1284, 227, 1517, 248]
serial-title: Ο ΕΡΑΣΤΗΣ ΤΗΣ ΣΥΖΥΓΟΥ ΤΟΥ: [963, 120, 1237, 169]
newspaper-title: ΕΜΠΡΟΣ: [722, 59, 905, 88]
table-row: 130,212 » 3,000: [44, 1037, 289, 1052]
ticket-number: 195,029: [103, 1021, 151, 1036]
serial-paragraph: — Λοιπὸν θὰ σᾶς τὸ εἴπω: ὁ πατήρ σας κατέλιπε ὅλην τὴν περιουσίαν εἰς τὴν σύζυγόν σας ὑπὸ τὸν ὅρον νὰ μὴ σᾶς ἐγκαταλείψῃ ποτέ.: [954, 700, 1247, 745]
ticket-number: 4,825: [118, 1188, 151, 1203]
article-paragraph: 1) Περὶ ἀποτινῆς συντάξεως εἰς Α. Χρ. 150 εἰς τὴν χήραν καὶ τὰ τέκνα τοῦ ἀποθανόντος ἀνθυπολοχαγοῦ τοῦ Γυμνασίου Ἀγίου Δημητρίου Ἀγγελίδου.: [1266, 1574, 1535, 1635]
separator: [1286, 1276, 1515, 1277]
ad-list-item: — ΑΠΟ ΑΓΝΩΣΤΟΣ — ΓΝΩΣΤΟΤΑΤΟΣ: [671, 1005, 898, 1018]
ad-paragraph: Ἐν ὀλίγῳ καιρῷ καὶ ἐπὶ ὁλοκλήρου θεραπεύονται ὑπὸ τοῦ εἰδικοῦ ἰατροῦ. Ἰατρεῖον ὁδὸς Αἰόλου 79.: [635, 1371, 934, 1401]
